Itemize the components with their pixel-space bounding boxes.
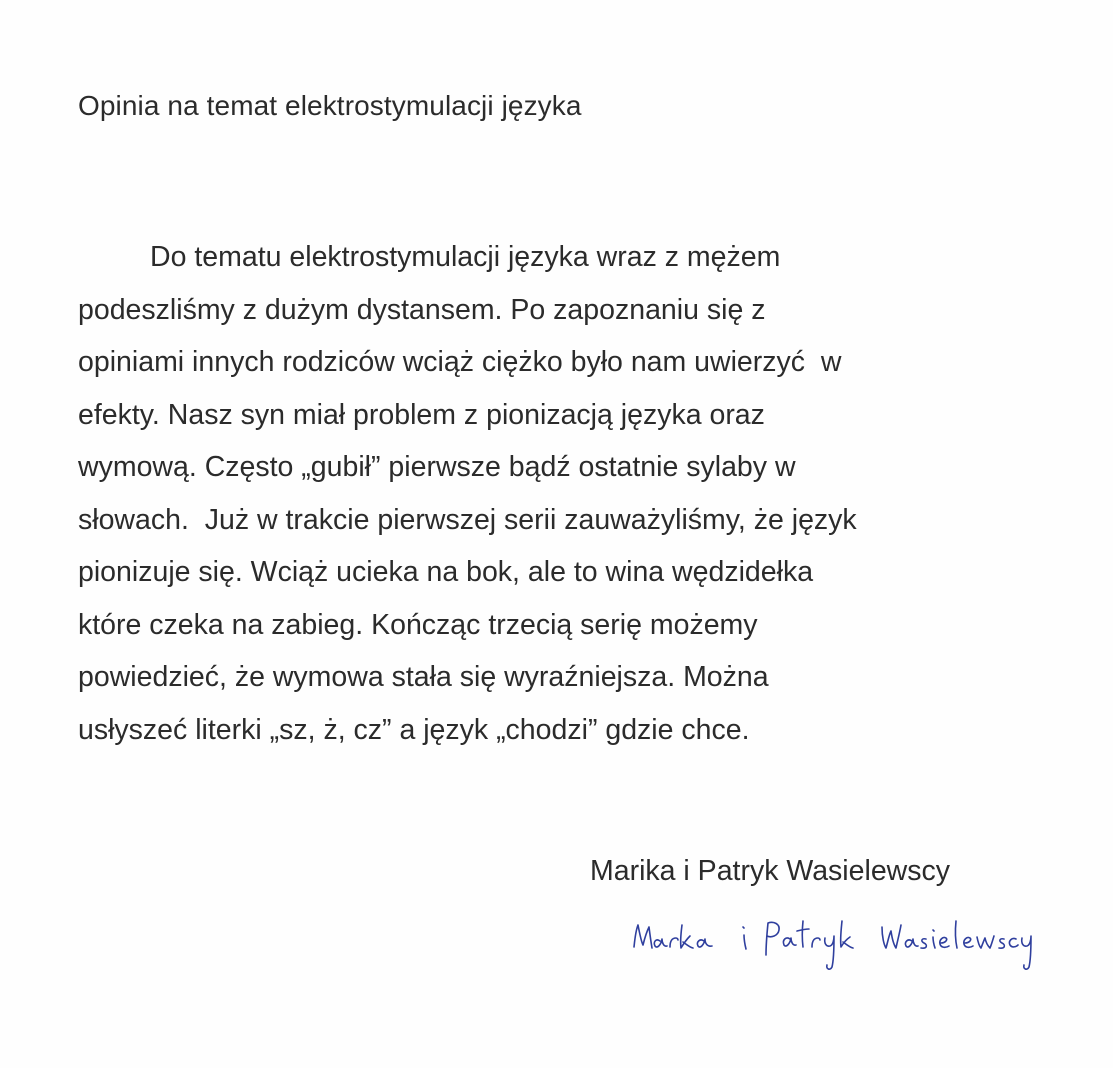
body-line: opiniami innych rodziców wciąż ciężko było nam uwierzyć w [78, 346, 842, 378]
body-line: Do tematu elektrostymulacji języka wraz z mężem [150, 241, 781, 273]
body-line: które czeka na zabieg. Kończąc trzecią serię możemy [78, 608, 758, 641]
body-line: podeszliśmy z dużym dystansem. Po zapoznaniu się z [78, 293, 766, 326]
body-line: słowach. Już w trakcie pierwszej serii zauważyliśmy, że język [78, 503, 857, 536]
body-line: usłyszeć literki „sz, ż, cz” a język „chodzi” gdzie chce. [78, 713, 750, 746]
body-line: powiedzieć, że wymowa stała się wyraźniejsza. Można [78, 661, 769, 693]
body-line: pionizuje się. Wciąż ucieka na bok, ale to wina wędzidełka [78, 556, 814, 588]
author-printed-name: Marika i Patryk Wasielewscy [590, 855, 951, 887]
handwritten-signature [620, 905, 1040, 990]
body-line: wymową. Często „gubił” pierwsze bądź ostatnie sylaby w [78, 451, 796, 483]
document-title: Opinia na temat elektrostymulacji języka [78, 90, 582, 121]
body-paragraph [78, 231, 1038, 756]
body-line: efekty. Nasz syn miał problem z pionizacją języka oraz [78, 398, 765, 431]
